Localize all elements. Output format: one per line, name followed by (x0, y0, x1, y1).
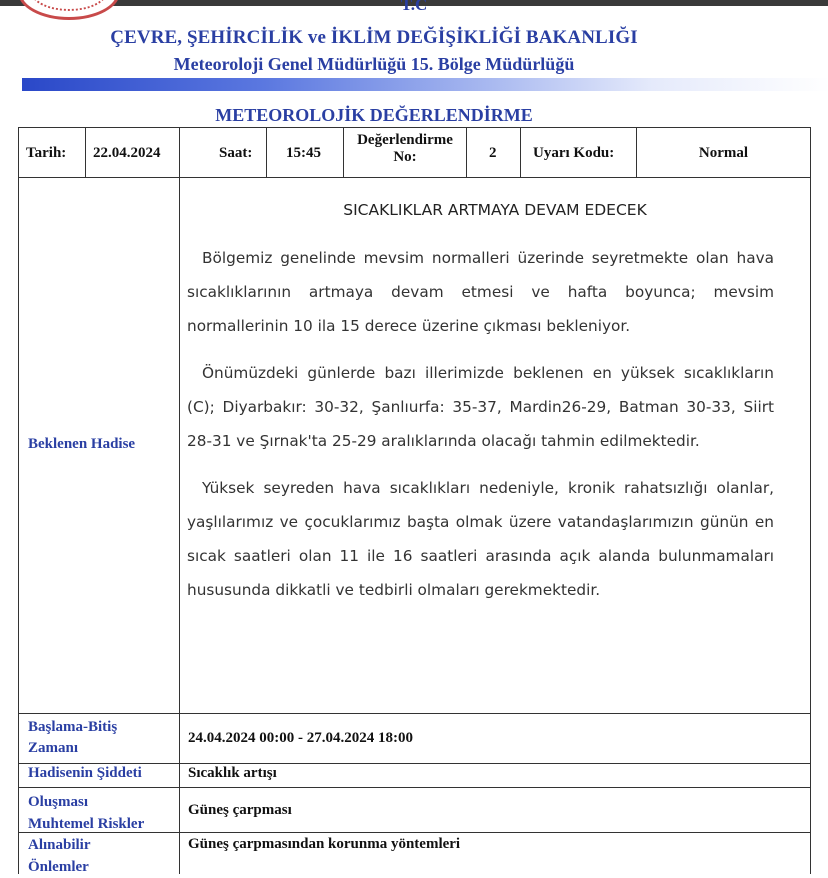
table-divider (18, 713, 811, 714)
event-paragraph-2: Önümüzdeki günlerde bazı illerimizde beklenen en yüksek sıcaklıkların (C); Diyarbakır: 30-32, Şanlıurfa: 35-37, Mardin26-29, Batman 30-33, Siirt 28-31 ve Şırnak'ta 25-29 aralıklarında olacağı tahmin edilmektedir. (187, 364, 774, 450)
eval-no-label-line1: Değerlendirme (357, 132, 453, 148)
table-divider (179, 127, 180, 177)
expected-event-label: Beklenen Hadise (28, 436, 136, 452)
event-paragraph-1: Bölgemiz genelinde mevsim normalleri üzerinde seyretmekte olan hava sıcaklıklarının artmaya devam etmesi ve hafta boyunca; mevsim normallerinin 10 ila 15 derece üzerine çıkması bekleniyor. (187, 249, 774, 335)
time-label: Saat: (219, 145, 253, 161)
eval-no-label-line2: No: (393, 149, 417, 165)
header-divider (22, 78, 828, 91)
table-divider (520, 127, 521, 177)
document-title: METEOROLOJİK DEĞERLENDİRME (215, 105, 533, 125)
table-border-left (18, 127, 19, 874)
risks-label (28, 791, 144, 835)
event-headline: SICAKLIKLAR ARTMAYA DEVAM EDECEK (343, 201, 647, 219)
header-tc: T.C (400, 0, 428, 14)
eval-no-label (344, 132, 466, 166)
warning-code-value: Normal (698, 145, 749, 161)
table-border-right (810, 127, 811, 874)
ministry-name: ÇEVRE, ŞEHİRCİLİK ve İKLİM DEĞİŞİKLİĞİ BAKANLIĞI (110, 27, 638, 48)
measures-label (28, 834, 91, 878)
date-label: Tarih: (26, 145, 67, 161)
table-divider (266, 127, 267, 177)
table-divider (18, 787, 811, 788)
measures-label-line1: Alınabilir (28, 837, 91, 853)
eval-no-value: 2 (489, 145, 497, 161)
risks-label-line1: Oluşması (28, 794, 89, 810)
table-divider (85, 127, 86, 177)
measures-label-line2: Önlemler (28, 859, 89, 875)
table-border-top (18, 127, 811, 128)
table-divider (466, 127, 467, 177)
directorate-name: Meteoroloji Genel Müdürlüğü 15. Bölge Müdürlüğü (173, 54, 575, 74)
table-divider (18, 177, 811, 178)
measures-value: Güneş çarpmasından korunma yöntemleri (188, 836, 461, 852)
table-divider (179, 177, 180, 874)
date-value: 22.04.2024 (93, 145, 161, 161)
severity-label: Hadisenin Şiddeti (28, 765, 142, 781)
event-paragraph-3: Yüksek seyreden hava sıcaklıkları nedeniyle, kronik rahatsızlığı olanlar, yaşlılarımız ve çocuklarımız başta olmak üzere vatandaşlarımızın günün en sıcak saatleri olan 11 ile 16 saatleri arasında açık alanda bulunmamaları hususunda dikkatli ve tedbirli olmaları gerekmektedir. (187, 479, 774, 599)
table-divider (18, 763, 811, 764)
warning-code-label: Uyarı Kodu: (533, 145, 615, 161)
start-end-label (28, 717, 117, 759)
start-end-label-line2: Zamanı (28, 740, 79, 756)
severity-value: Sıcaklık artışı (188, 765, 277, 781)
start-end-value: 24.04.2024 00:00 - 27.04.2024 18:00 (188, 730, 413, 746)
risks-value: Güneş çarpması (188, 802, 292, 818)
time-value: 15:45 (286, 145, 321, 161)
start-end-label-line1: Başlama-Bitiş (28, 719, 118, 735)
risks-label-line2: Muhtemel Riskler (28, 816, 145, 832)
